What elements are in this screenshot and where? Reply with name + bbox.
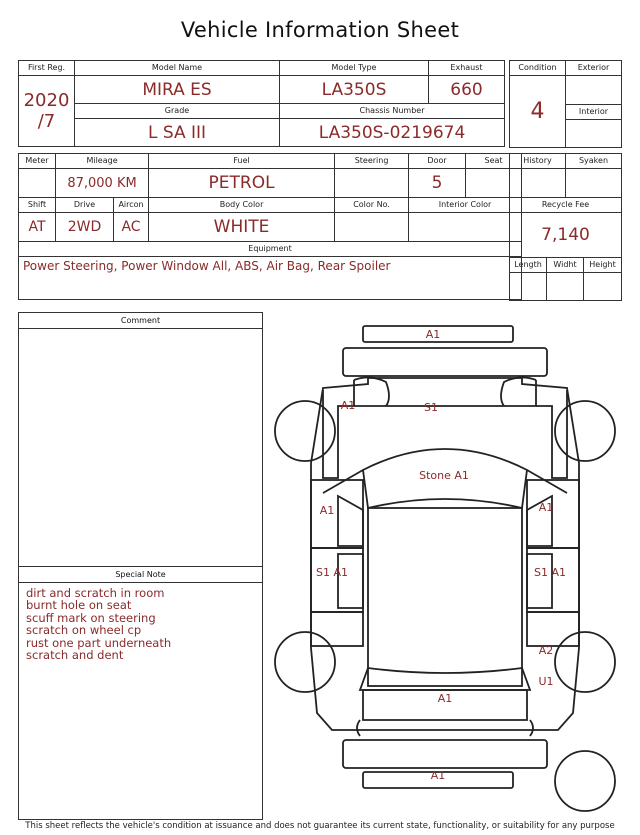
footer-disclaimer: This sheet reflects the vehicle's condition at issuance and does not guarantee its current state, functionality, or suitability for any purpose	[25, 821, 615, 831]
right-front-door-shape	[527, 480, 579, 548]
right-rear-door-shape	[527, 548, 579, 612]
width-label: Widht	[547, 258, 584, 273]
chassis-number-label: Chassis Number	[280, 104, 505, 119]
exhaust-value: 660	[429, 76, 505, 104]
roof-shape	[368, 508, 522, 686]
car-damage-diagram	[268, 318, 620, 818]
equipment-value: Power Steering, Power Window All, ABS, Air Bag, Rear Spoiler	[19, 257, 522, 300]
interior-color-label: Interior Color	[409, 198, 522, 213]
special-note-item: dirt and scratch in room	[26, 586, 165, 600]
mileage-label: Mileage	[56, 154, 149, 169]
history-value	[510, 169, 566, 198]
model-name-label: Model Name	[75, 61, 280, 76]
condition-table	[509, 60, 622, 148]
vehicle-basic-info-table	[18, 60, 505, 147]
exterior-label: Exterior	[566, 61, 622, 76]
mark-left-front-fender: A1	[340, 399, 356, 412]
history-table	[509, 153, 622, 301]
body-color-label: Body Color	[149, 198, 335, 213]
interior-value	[566, 120, 622, 148]
special-note-list	[19, 583, 262, 665]
syaken-value	[566, 169, 622, 198]
mark-front-bumper: A1	[425, 328, 441, 341]
recycle-fee-label: Recycle Fee	[510, 198, 622, 213]
height-label: Height	[584, 258, 622, 273]
mark-left-front-door: A1	[319, 504, 335, 517]
special-note-item: burnt hole on seat	[26, 598, 132, 613]
steering-label: Steering	[335, 154, 409, 169]
special-note-item: scratch and dent	[26, 648, 124, 663]
right-front-fender-shape	[536, 390, 567, 478]
mark-right-rear-quarter-lower: U1	[538, 675, 554, 688]
wheel-front-left-shape	[275, 401, 335, 461]
page-title: Vehicle Information Sheet	[180, 18, 460, 42]
first-reg-label: First Reg.	[19, 61, 75, 76]
fuel-label: Fuel	[149, 154, 335, 169]
body-color-value: WHITE	[149, 213, 335, 242]
left-front-window-shape	[338, 496, 363, 546]
first-reg-year: 2020	[23, 90, 70, 111]
equipment-label: Equipment	[19, 242, 522, 257]
aircon-value: AC	[114, 213, 149, 242]
length-label: Length	[510, 258, 547, 273]
height-value	[584, 273, 622, 301]
door-label: Door	[409, 154, 466, 169]
right-rear-quarter-shape	[527, 612, 579, 646]
meter-value	[19, 169, 56, 198]
front-grille-shape	[343, 348, 547, 376]
mark-windshield: Stone A1	[419, 469, 469, 482]
spare-wheel-shape	[555, 751, 615, 811]
mark-left-rear-door: S1 A1	[315, 566, 349, 579]
shift-label: Shift	[19, 198, 56, 213]
door-value: 5	[409, 169, 466, 198]
wheel-front-right-shape	[555, 401, 615, 461]
interior-label: Interior	[566, 105, 622, 120]
mark-hood: S1	[424, 401, 438, 414]
headlight-right-shape	[501, 377, 536, 406]
model-type-value: LA350S	[280, 76, 429, 104]
shift-value: AT	[19, 213, 56, 242]
left-rear-door-shape	[311, 548, 363, 612]
mark-trunk: A1	[437, 692, 453, 705]
comment-label: Comment	[19, 313, 262, 329]
comment-box	[18, 312, 263, 567]
right-rear-window-shape	[527, 554, 552, 608]
interior-color-value	[409, 213, 522, 242]
drive-label: Drive	[56, 198, 114, 213]
first-reg-cell	[19, 76, 75, 147]
special-note-item: rust one part underneath	[26, 635, 172, 650]
hood-shape	[354, 380, 536, 406]
seat-label: Seat	[466, 154, 522, 169]
color-no-value	[335, 213, 409, 242]
mark-right-rear-quarter-upper: A2	[538, 644, 554, 657]
color-no-label: Color No.	[335, 198, 409, 213]
special-note-box	[18, 566, 263, 820]
drive-value: 2WD	[56, 213, 114, 242]
left-rear-window-shape	[338, 554, 363, 608]
chassis-number-value: LA350S-0219674	[280, 119, 505, 147]
special-note-label: Special Note	[19, 567, 262, 583]
length-value	[510, 273, 547, 301]
special-note-item: scuff mark on steering	[26, 610, 156, 625]
condition-label: Condition	[510, 61, 566, 76]
aircon-label: Aircon	[114, 198, 149, 213]
mark-right-front-door: A1	[538, 501, 554, 514]
taillight-shape	[357, 720, 533, 736]
recycle-fee-value: 7,140	[510, 213, 622, 258]
rear-panel-shape	[343, 740, 547, 768]
wheel-rear-left-shape	[275, 632, 335, 692]
fuel-value: PETROL	[149, 169, 335, 198]
model-name-value: MIRA ES	[75, 76, 280, 104]
vehicle-spec-table	[18, 153, 522, 300]
left-rear-quarter-shape	[311, 612, 363, 646]
width-value	[547, 273, 584, 301]
model-type-label: Model Type	[280, 61, 429, 76]
grade-value: L SA III	[75, 119, 280, 147]
meter-label: Meter	[19, 154, 56, 169]
headlight-left-shape	[354, 377, 389, 406]
first-reg-month: /7	[37, 111, 56, 132]
special-note-item: scratch on wheel cp	[26, 623, 142, 638]
syaken-label: Syaken	[566, 154, 622, 169]
mark-rear-bumper: A1	[430, 769, 446, 782]
condition-value: 4	[510, 76, 566, 148]
history-label: History	[510, 154, 566, 169]
wheel-rear-right-shape	[555, 632, 615, 692]
grade-label: Grade	[75, 104, 280, 119]
exhaust-label: Exhaust	[429, 61, 505, 76]
exterior-value	[566, 76, 622, 105]
mileage-value: 87,000 KM	[56, 169, 149, 198]
mark-right-rear-door: S1 A1	[533, 566, 567, 579]
steering-value	[335, 169, 409, 198]
